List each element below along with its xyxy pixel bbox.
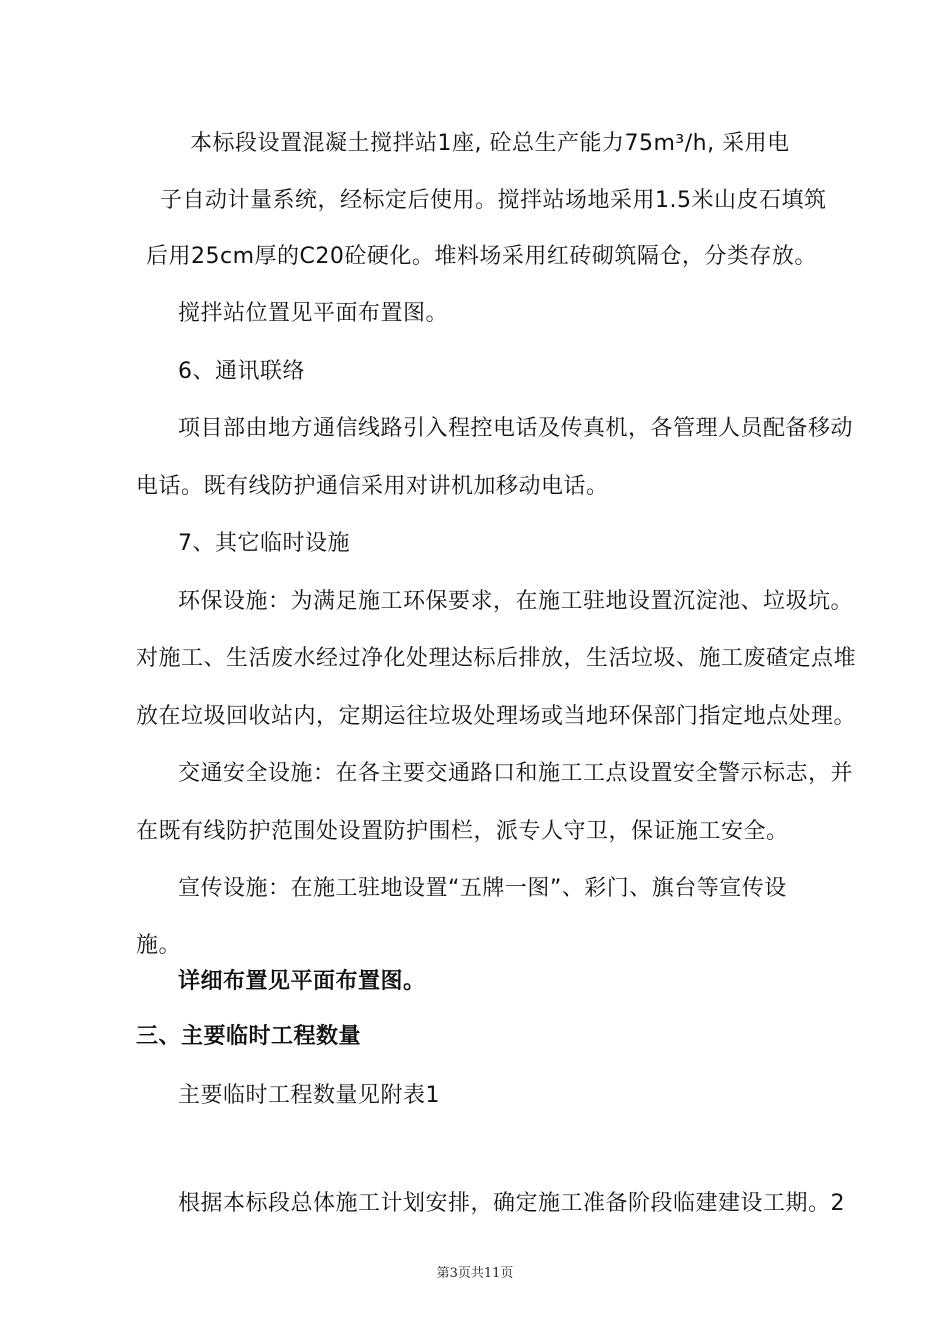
paragraph-line: 主要临时工程数量见附表1 — [178, 1083, 440, 1108]
bold-note: 详细布置见平面布置图。 — [178, 969, 426, 994]
paragraph-line: 电话。既有线防护通信采用对讲机加移动电话。 — [136, 474, 609, 499]
paragraph-line: 施。 — [136, 933, 182, 958]
paragraph-line: 对施工、生活废水经过净化处理达标后排放，生活垃圾、施工废碴定点堆 — [136, 646, 857, 671]
paragraph-line: 交通安全设施：在各主要交通路口和施工工点设置安全警示标志，并 — [178, 761, 854, 786]
paragraph-line: 放在垃圾回收站内，定期运往垃圾处理场或当地环保部门指定地点处理。 — [136, 704, 857, 729]
paragraph-line: 根据本标段总体施工计划安排，确定施工准备阶段临建建设工期。2 — [178, 1191, 845, 1216]
section-heading: 7、其它临时设施 — [178, 531, 350, 556]
paragraph-line: 后用25cm厚的C20砼硬化。堆料场采用红砖砌筑隔仓，分类存放。 — [146, 244, 817, 269]
section-title: 三、主要临时工程数量 — [136, 1024, 362, 1049]
page-footer: 第3页共11页 — [436, 1266, 514, 1281]
paragraph-line: 子自动计量系统，经标定后使用。搅拌站场地采用1.5米山皮石填筑 — [160, 188, 827, 213]
section-heading: 6、通讯联络 — [178, 359, 305, 384]
paragraph-line: 在既有线防护范围处设置防护围栏，派专人守卫，保证施工安全。 — [136, 819, 789, 844]
paragraph-line: 搅拌站位置见平面布置图。 — [178, 301, 449, 326]
paragraph-line: 本标段设置混凝土搅拌站1座, 砼总生产能力75m³/h, 采用电 — [190, 131, 790, 156]
paragraph-line: 宣传设施：在施工驻地设置“五牌一图”、彩门、旗台等宣传设 — [178, 876, 787, 901]
paragraph-line: 项目部由地方通信线路引入程控电话及传真机，各管理人员配备移动 — [178, 416, 854, 441]
paragraph-line: 环保设施：为满足施工环保要求，在施工驻地设置沉淀池、垃圾坑。 — [178, 589, 854, 614]
